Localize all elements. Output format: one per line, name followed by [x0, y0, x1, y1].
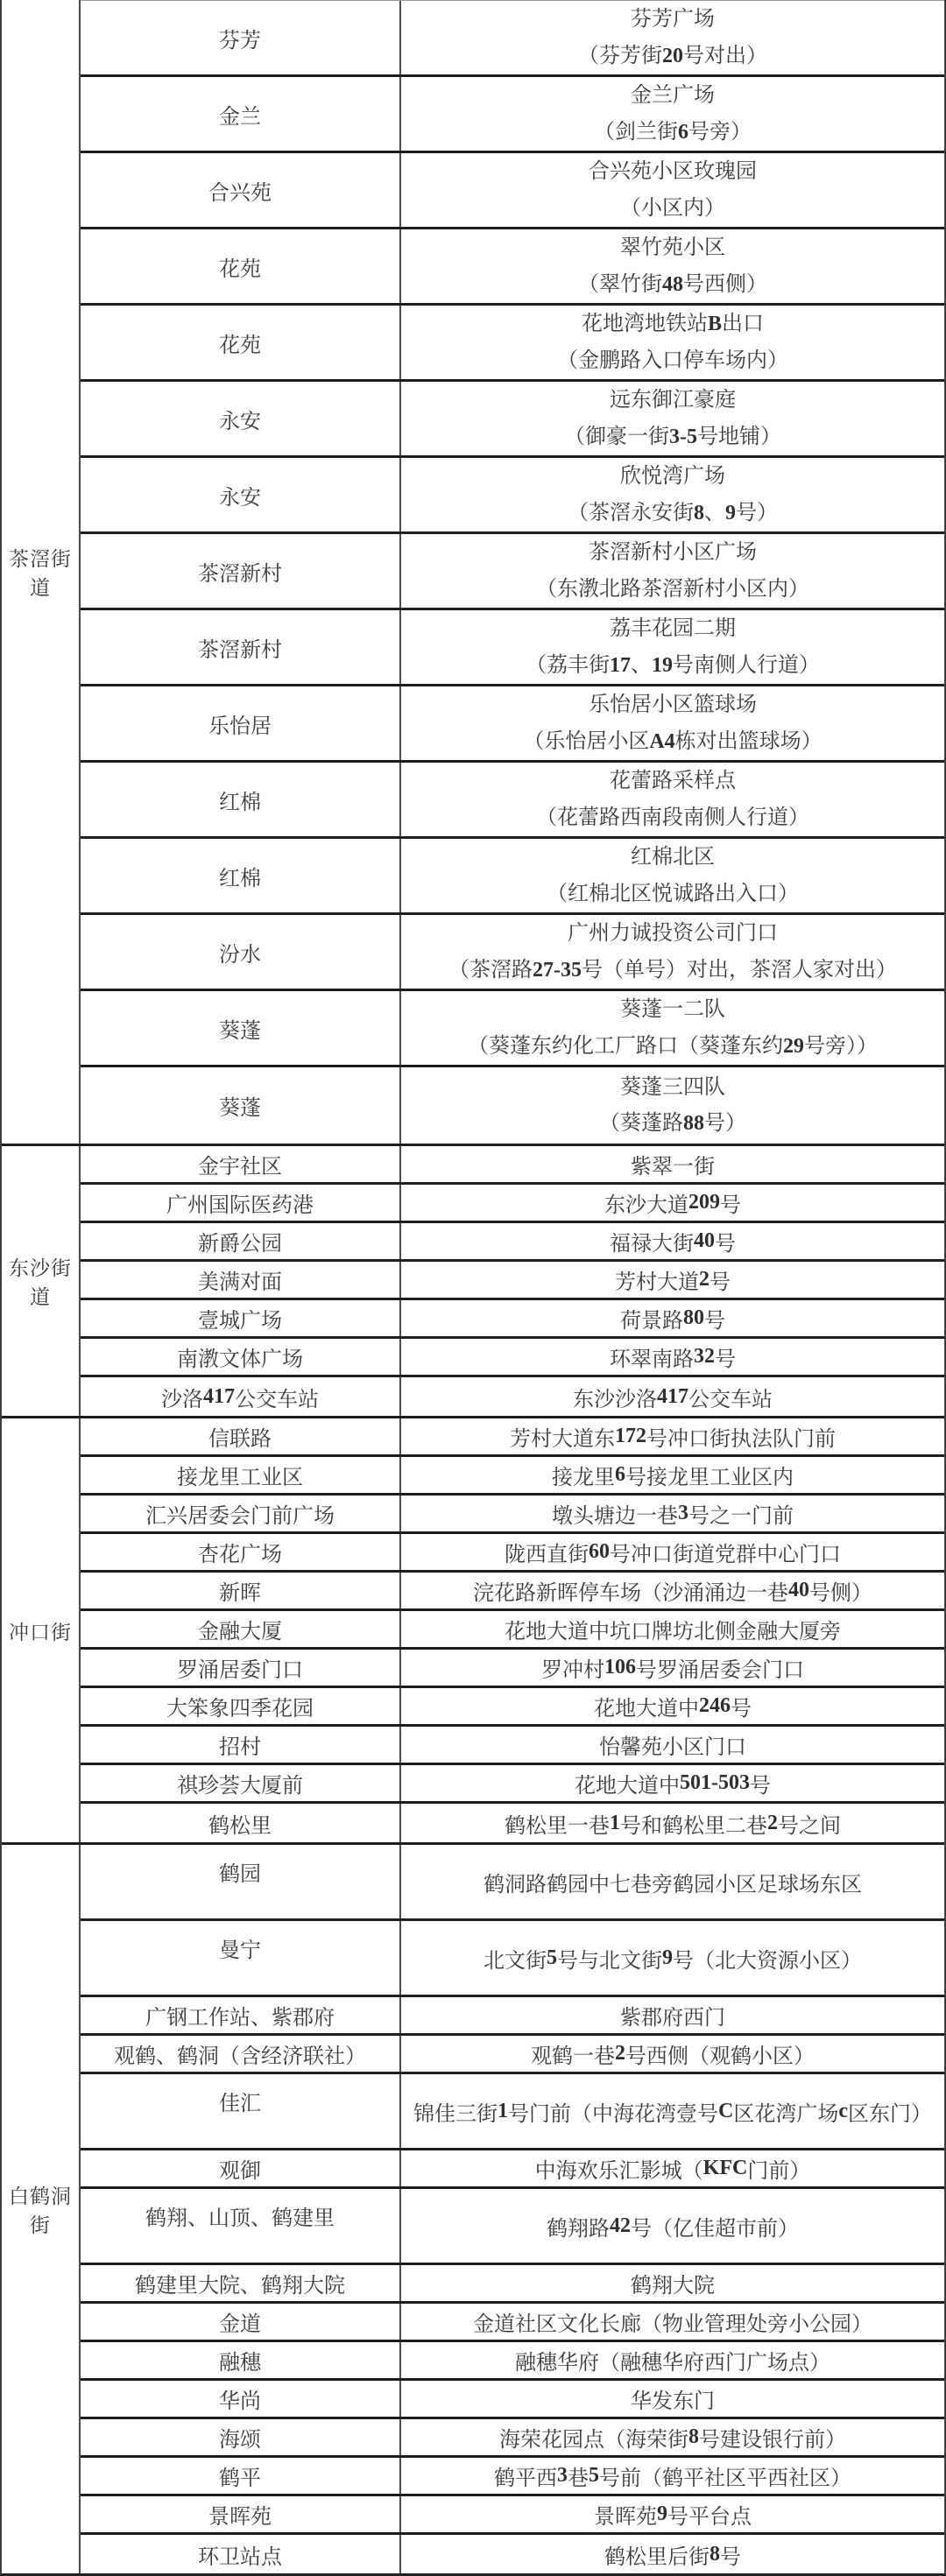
address-line1: 红棉北区 — [631, 846, 715, 869]
site-name-cell: 金兰 — [81, 77, 401, 151]
site-address-cell — [401, 153, 944, 227]
address-line2: （花蕾路西南段南侧人行道） — [536, 806, 809, 829]
table-row — [81, 1185, 944, 1223]
table-row — [81, 915, 944, 991]
site-name-cell: 壹城广场 — [81, 1300, 401, 1336]
site-address-cell — [401, 1067, 944, 1144]
section-rows — [81, 1146, 944, 1416]
site-address-cell: 花地大道中坑口牌坊北侧金融大厦旁 — [505, 1621, 841, 1643]
table-row — [81, 1339, 944, 1377]
site-address-cell: 观鹤一巷 2 号西侧（观鹤小区） — [531, 2042, 815, 2068]
address-line1: 葵蓬三四队 — [620, 1075, 725, 1099]
address-line2: （葵蓬东约化工厂路口（葵蓬东约29号旁）） — [468, 1034, 878, 1058]
table-row — [81, 1223, 944, 1262]
site-name-cell: 鹤平 — [81, 2458, 401, 2494]
table-row — [81, 610, 944, 686]
site-name-cell: 金道 — [81, 2304, 401, 2340]
site-name-cell: 汾水 — [81, 915, 401, 989]
table-row — [81, 1418, 944, 1457]
address-line1: 欣悦湾广场 — [620, 465, 725, 489]
site-name-cell: 观御 — [81, 2150, 401, 2186]
address-line2: （剑兰街6号旁） — [594, 120, 752, 144]
site-address-cell: 花地大道中 246 号 — [594, 1694, 752, 1721]
site-name-cell: 新晖 — [81, 1573, 401, 1608]
site-name-cell: 接龙里工业区 — [81, 1457, 401, 1493]
site-address-cell: 环翠南路 32 号 — [610, 1345, 736, 1371]
section-rows — [81, 0, 944, 1144]
site-name-cell: 沙洛 417 公交车站 — [81, 1377, 401, 1416]
table-row — [81, 2074, 944, 2150]
address-line1: 广州力诚投资公司门口 — [568, 922, 778, 946]
site-address-cell: 罗冲村 106 号罗涌居委会门口 — [541, 1656, 804, 1682]
site-address-cell — [401, 534, 944, 608]
site-name-cell: 广钢工作站、紫郡府 — [81, 1997, 401, 2033]
table-row — [81, 1146, 944, 1185]
address-line1: 远东御江豪庭 — [610, 389, 736, 412]
site-address-cell — [401, 458, 944, 531]
site-address-cell: 东沙大道 209 号 — [604, 1191, 741, 1217]
table-row — [81, 1688, 944, 1727]
street-label: 茶滘街道 — [2, 0, 81, 1144]
site-address-cell — [401, 306, 944, 379]
address-line2: （东漖北路茶滘新村小区内） — [536, 577, 809, 601]
site-name-cell: 华尚 — [81, 2381, 401, 2417]
site-address-cell: 鹤翔大院 — [631, 2275, 715, 2298]
table-row — [81, 1262, 944, 1300]
site-address-cell — [401, 763, 944, 836]
table-row — [81, 77, 944, 153]
table-row — [81, 2265, 944, 2304]
site-name-cell: 鹤松里 — [81, 1804, 401, 1842]
table-row — [81, 839, 944, 915]
site-address-cell: 紫郡府西门 — [620, 2007, 725, 2030]
street-label: 冲口街 — [2, 1418, 81, 1842]
section-chajiao — [2, 0, 944, 1144]
site-address-cell: 陇西直街 60 号冲口街道党群中心门口 — [505, 1540, 841, 1566]
site-address-cell: 鹤平西 3 巷 5 号前（鹤平社区平西社区） — [494, 2464, 851, 2490]
site-address-cell: 华发东门 — [631, 2390, 715, 2413]
site-name-cell: 永安 — [81, 382, 401, 455]
site-address-cell: 金道社区文化长廊（物业管理处旁小公园） — [473, 2313, 872, 2336]
site-name-cell: 曼宁 — [81, 1921, 401, 1995]
site-name-cell: 鹤建里大院、鹤翔大院 — [81, 2265, 401, 2301]
address-line2: （茶滘路27-35号（单号）对出，茶滘人家对出） — [448, 958, 897, 982]
section-dongsha — [2, 1144, 944, 1416]
site-name-cell: 葵蓬 — [81, 1067, 401, 1144]
address-line2: （荔丰街17、19号南侧人行道） — [526, 653, 820, 677]
table-row — [81, 1534, 944, 1573]
address-line2: （翠竹街48号西侧） — [578, 272, 767, 296]
site-name-cell: 茶滘新村 — [81, 534, 401, 608]
site-name-cell: 观鹤、鹤洞（含经济联社） — [81, 2036, 401, 2072]
table-row — [81, 306, 944, 382]
table-row — [81, 2496, 944, 2535]
table-row — [81, 1300, 944, 1339]
site-name-cell: 祺珍荟大厦前 — [81, 1765, 401, 1801]
site-name-cell: 合兴苑 — [81, 153, 401, 227]
site-name-cell: 红棉 — [81, 839, 401, 912]
site-address-cell: 东沙沙洛 417 公交车站 — [573, 1384, 773, 1411]
section-chongkou — [2, 1416, 944, 1842]
site-name-cell: 花苑 — [81, 306, 401, 379]
table-row — [81, 2381, 944, 2419]
address-line1: 茶滘新村小区广场 — [589, 541, 757, 565]
site-name-cell: 金融大厦 — [81, 1611, 401, 1647]
table-row — [81, 763, 944, 839]
site-address-cell: 鹤洞路鹤园中七巷旁鹤园小区足球场东区 — [484, 1873, 862, 1897]
site-name-cell: 红棉 — [81, 763, 401, 836]
site-name-cell: 南漖文体广场 — [81, 1339, 401, 1375]
address-line2: （小区内） — [620, 196, 725, 220]
table-row — [81, 1921, 944, 1997]
site-name-cell: 新爵公园 — [81, 1223, 401, 1259]
site-address-cell: 景晖苑 9 号平台点 — [594, 2502, 752, 2529]
site-name-cell: 美满对面 — [81, 1262, 401, 1298]
site-address-cell: 海荣花园点（海荣街 8 号建设银行前） — [499, 2425, 846, 2452]
site-name-cell: 大笨象四季花园 — [81, 1688, 401, 1724]
table-row — [81, 991, 944, 1067]
table-row — [81, 1067, 944, 1144]
table-row — [81, 1765, 944, 1804]
address-line2: （金鹏路入口停车场内） — [557, 348, 788, 372]
section-rows — [81, 1418, 944, 1842]
site-name-cell: 金宇社区 — [81, 1146, 401, 1182]
table-row — [81, 382, 944, 458]
table-row — [81, 2189, 944, 2265]
site-name-cell: 招村 — [81, 1727, 401, 1763]
table-row — [81, 1457, 944, 1496]
site-address-cell: 浣花路新晖停车场（沙涌涌边一巷 40 号侧） — [473, 1579, 872, 1605]
site-address-cell: 怡馨苑小区门口 — [599, 1736, 746, 1759]
site-name-cell: 佳汇 — [81, 2074, 401, 2148]
table-row — [81, 2036, 944, 2074]
site-address-cell: 中海欢乐汇影城（ KFC 门前） — [534, 2157, 811, 2183]
table-row — [81, 229, 944, 306]
table-row — [81, 1804, 944, 1842]
site-address-cell: 花地大道中 501-503 号 — [575, 1771, 771, 1798]
table-row — [81, 1611, 944, 1650]
table-row — [81, 1573, 944, 1611]
address-line1: 乐怡居小区篮球场 — [589, 693, 757, 717]
site-name-cell: 信联路 — [81, 1418, 401, 1454]
table-row — [81, 2419, 944, 2458]
site-name-cell: 鹤园 — [81, 1845, 401, 1918]
site-address-cell: 鹤松里后街 8 号 — [604, 2542, 741, 2569]
table-row — [81, 2342, 944, 2381]
site-name-cell: 杏花广场 — [81, 1534, 401, 1570]
table-row — [81, 2304, 944, 2342]
table-row — [81, 1845, 944, 1921]
address-line1: 荔丰花园二期 — [610, 617, 736, 641]
table-row — [81, 1997, 944, 2036]
address-line1: 花地湾地铁站B出口 — [581, 313, 764, 336]
site-name-cell: 海颂 — [81, 2419, 401, 2455]
address-line1: 合兴苑小区玫瑰园 — [589, 160, 757, 184]
table-row — [81, 1496, 944, 1534]
site-name-cell: 广州国际医药港 — [81, 1185, 401, 1221]
site-name-cell: 花苑 — [81, 229, 401, 303]
table-row — [81, 458, 944, 534]
site-name-cell: 环卫站点 — [81, 2535, 401, 2573]
address-line2: （芬芳街20号对出） — [578, 44, 767, 67]
site-address-cell: 鹤翔路 42 号（亿佳超市前） — [547, 2214, 799, 2241]
site-address-cell: 福禄大街 40 号 — [610, 1229, 736, 1256]
site-name-cell: 葵蓬 — [81, 991, 401, 1065]
address-line2: （葵蓬路88号） — [599, 1112, 746, 1135]
address-line1: 芬芳广场 — [631, 8, 715, 32]
site-address-cell: 荷景路 80 号 — [620, 1306, 725, 1333]
table-row — [81, 1650, 944, 1688]
table-row — [81, 1377, 944, 1416]
section-rows — [81, 1845, 944, 2573]
site-name-cell: 罗涌居委门口 — [81, 1650, 401, 1686]
section-baihedong — [2, 1842, 944, 2573]
site-name-cell: 融穗 — [81, 2342, 401, 2378]
table-row — [81, 686, 944, 763]
site-address-cell: 北文街 5 号与北文街 9 号（北大资源小区） — [484, 1946, 862, 1973]
site-address-cell: 紫翠一街 — [631, 1156, 715, 1179]
site-address-cell: 融穗华府（融穗华府西门广场点） — [515, 2352, 830, 2375]
address-line2: （乐怡居小区A4栋对出篮球场） — [523, 729, 822, 753]
site-address-cell — [401, 991, 944, 1065]
address-line1: 花蕾路采样点 — [610, 770, 736, 793]
site-address-cell: 墩头塘边一巷 3 号之一门前 — [552, 1502, 794, 1528]
address-line2: （茶滘永安街8、9号） — [568, 501, 778, 524]
site-name-cell: 乐怡居 — [81, 686, 401, 760]
site-address-cell — [401, 382, 944, 455]
site-address-cell — [401, 915, 944, 989]
site-name-cell: 芬芳 — [81, 1, 401, 74]
site-address-cell — [401, 229, 944, 303]
site-address-cell: 芳村大道东 172 号冲口街执法队门前 — [510, 1425, 836, 1451]
address-line2: （红棉北区悦诚路出入口） — [547, 882, 799, 905]
street-label: 白鹤洞街 — [2, 1845, 81, 2573]
address-line1: 葵蓬一二队 — [620, 998, 725, 1022]
address-line2: （御豪一街3-5号地铺） — [564, 425, 781, 448]
site-name-cell: 茶滘新村 — [81, 610, 401, 684]
table-row — [81, 1727, 944, 1765]
site-name-cell: 景晖苑 — [81, 2496, 401, 2532]
table-row — [81, 2150, 944, 2189]
site-name-cell: 鹤翔、山顶、鹤建里 — [81, 2189, 401, 2263]
table-row — [81, 1, 944, 77]
site-address-cell: 接龙里 6 号接龙里工业区内 — [552, 1463, 794, 1489]
street-label: 东沙街道 — [2, 1146, 81, 1416]
table-row — [81, 2535, 944, 2573]
table-row — [81, 534, 944, 610]
table-row — [81, 153, 944, 229]
site-address-cell: 锦佳三街 1 号门前（中海花湾壹号 C 区花湾广场 c 区东门） — [413, 2099, 932, 2126]
address-line1: 金兰广场 — [631, 84, 715, 108]
table-row — [81, 2458, 944, 2496]
site-address-cell — [401, 839, 944, 912]
site-address-cell — [401, 686, 944, 760]
site-name-cell: 汇兴居委会门前广场 — [81, 1496, 401, 1531]
address-line1: 翠竹苑小区 — [620, 236, 725, 260]
site-address-cell — [401, 77, 944, 151]
site-address-cell: 鹤松里一巷 1 号和鹤松里二巷 2 号之间 — [505, 1811, 841, 1838]
site-address-cell: 芳村大道 2 号 — [615, 1268, 731, 1294]
site-name-cell: 永安 — [81, 458, 401, 531]
site-address-cell — [401, 1, 944, 74]
site-address-cell — [401, 610, 944, 684]
